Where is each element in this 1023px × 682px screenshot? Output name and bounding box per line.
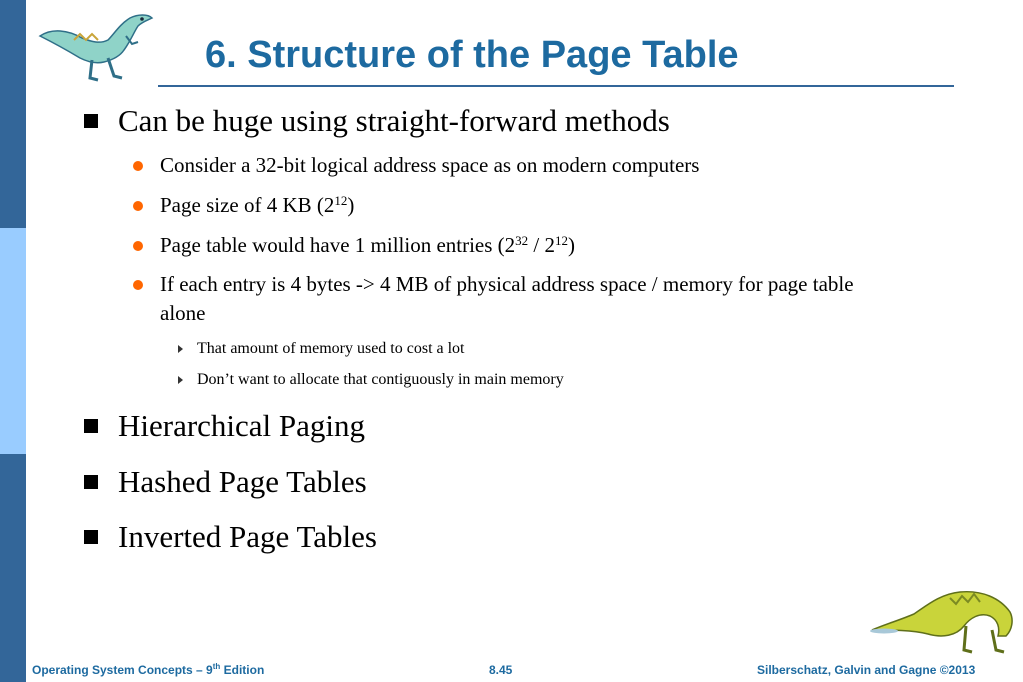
bullet-text: Page table would have 1 million entries (2	[160, 233, 516, 257]
dot-bullet-icon	[133, 201, 143, 211]
superscript: 12	[334, 193, 348, 208]
footer-text: Edition	[220, 663, 265, 677]
sidebar-band-top	[0, 0, 26, 228]
footer-copyright: Silberschatz, Galvin and Gagne ©2013	[757, 663, 976, 677]
bullet-level2: If each entry is 4 bytes -> 4 MB of physical address space / memory for page table alone	[160, 272, 854, 325]
bullet-level1: Hierarchical Paging	[118, 408, 366, 443]
bullet-level2	[160, 231, 575, 260]
square-bullet-icon	[84, 530, 98, 544]
bullet-level1: Hashed Page Tables	[118, 464, 367, 499]
footer-book-title	[32, 662, 264, 678]
bullet-text: )	[568, 233, 576, 257]
title-underline	[158, 85, 954, 87]
square-bullet-icon	[84, 475, 98, 489]
bullet-level1: Can be huge using straight-forward methods	[118, 103, 670, 138]
arrow-bullet-icon	[178, 345, 183, 353]
superscript: 32	[515, 233, 529, 248]
bullet-level3: That amount of memory used to cost a lot	[197, 340, 465, 357]
sidebar-band-bottom	[0, 454, 26, 682]
dot-bullet-icon	[133, 241, 143, 251]
bullet-level1: Inverted Page Tables	[118, 519, 377, 554]
bullet-text: / 2	[528, 233, 556, 257]
footer-superscript: th	[212, 662, 221, 671]
square-bullet-icon	[84, 114, 98, 128]
footer-slide-number: 8.45	[489, 663, 513, 677]
slide-title: 6. Structure of the Page Table	[205, 34, 739, 76]
bullet-text: Page size of 4 KB (2	[160, 193, 335, 217]
sidebar-band	[0, 0, 26, 682]
footer-text: Operating System Concepts – 9	[32, 663, 213, 677]
square-bullet-icon	[84, 419, 98, 433]
dinosaur-drinking-icon	[866, 584, 1016, 656]
bullet-level3: Don’t want to allocate that contiguously in main memory	[197, 371, 564, 388]
superscript: 12	[555, 233, 569, 248]
bullet-level2	[160, 191, 354, 220]
sidebar-band-middle	[0, 228, 26, 454]
arrow-bullet-icon	[178, 376, 183, 384]
bullet-text: )	[347, 193, 355, 217]
dot-bullet-icon	[133, 280, 143, 290]
dot-bullet-icon	[133, 161, 143, 171]
bullet-level2: Consider a 32-bit logical address space as on modern computers	[160, 153, 700, 177]
dinosaur-logo-icon	[34, 6, 158, 86]
